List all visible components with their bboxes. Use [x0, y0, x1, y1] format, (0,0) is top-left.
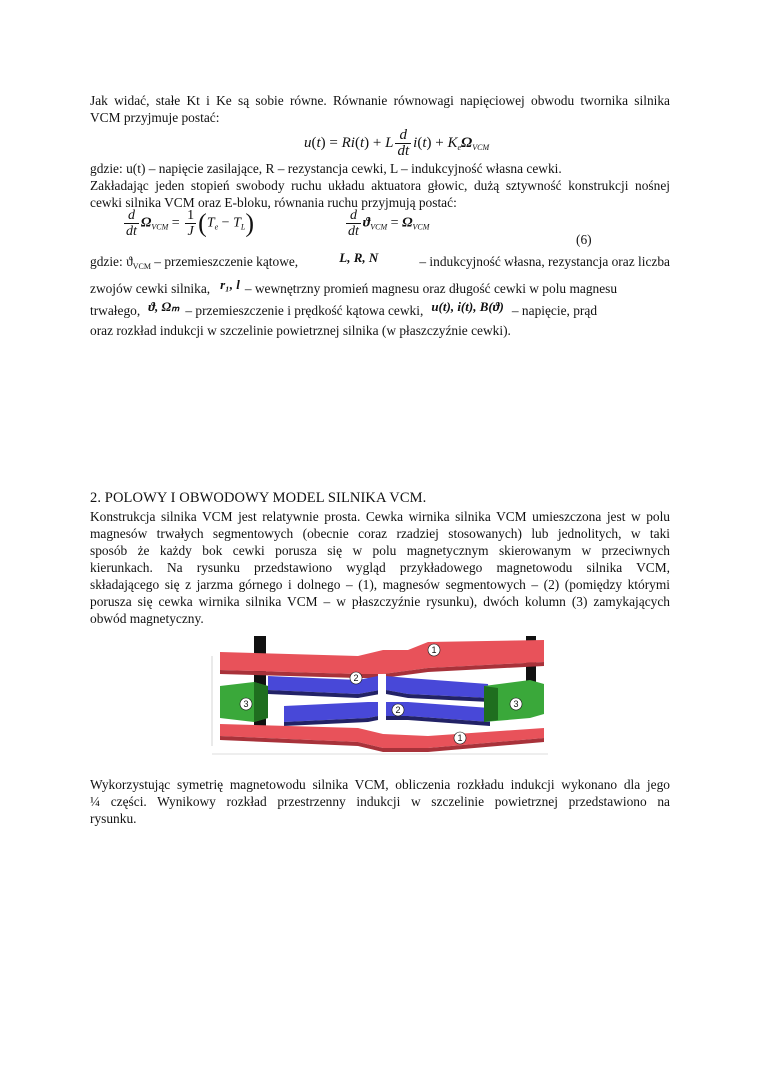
symbol-theta-omega: ϑ, Ωₘ — [148, 299, 180, 314]
magnetic-circuit-figure — [208, 636, 558, 758]
construction-line-6: porusza się cewka wirnika silnika VCM – w płaszczyźnie rysunku), dwóch kolumn (3) zamykających — [90, 594, 670, 609]
voltage-equation-text: u(t) = Ri(t) + L $\frac{d}{dt}$ $i(t) + K_e\Omega_{VCM}$ — [304, 127, 490, 159]
symmetry-line-2: ¼ części. Wynikowy rozkład przestrzenny indukcji w szczelinie powietrznej przedstawiono na — [90, 794, 670, 809]
voltage-equation — [304, 128, 489, 159]
label-yoke-top: 1 — [431, 645, 437, 655]
equation-number: (6) — [576, 232, 592, 247]
symbols-line-3: trwałego, ϑ, Ωₘ – przemieszczenie i prędkość kątowa cewki, u(t), i(t), B(ϑ) – napięcie, prąd — [90, 300, 670, 322]
construction-line-4: kierunkach. Na rysunku przedstawiono wygląd przykładowego magnetowodu silnika VCM, — [90, 560, 670, 575]
symbols-line-1: gdzie: $ϑ_{VCM}$ – przemieszczenie kątowe, L, R, N – indukcyjność własna, rezystancja oraz liczba — [90, 251, 670, 278]
section-heading: 2. POLOWY I OBWODOWY MODEL SILNIKA VCM. — [90, 490, 427, 506]
yoke-top — [220, 640, 544, 678]
paragraph-intro — [90, 92, 670, 126]
construction-line-5: składającego się z jarzma górnego i dolnego – (1), magnesów segmentowych – (2) (pomiędzy którymi — [90, 577, 670, 592]
intro-line-2: VCM przyjmuje postać: — [90, 110, 220, 125]
label-magnet-top: 2 — [353, 673, 359, 683]
construction-line-2: magnesów trwałych segmentowych (obecnie coraz rzadziej stosowanych) lub jednolitych, w taki — [90, 526, 670, 541]
label-magnet-bottom: 2 — [395, 705, 401, 715]
label-yoke-bottom: 1 — [457, 733, 463, 743]
symmetry-line-1: Wykorzystując symetrię magnetowodu silnika VCM, obliczenia rozkładu indukcji wykonano dla jego — [90, 777, 670, 792]
construction-line-7: obwód magnetyczny. — [90, 611, 204, 626]
label-column-left: 3 — [243, 699, 249, 709]
symmetry-line-3: rysunku. — [90, 811, 137, 826]
magnet-bottom — [284, 702, 490, 726]
motion-equation-1: $\frac{d}{dt}$ $\Omega_{VCM}$ = $\frac{1}{J}$ $(T_e - T_L)$ — [126, 208, 254, 239]
paragraph-symbols — [90, 251, 670, 339]
assumptions-line-1: gdzie: u(t) – napięcie zasilające, R – rezystancja cewki, L – indukcyjność własna cewki. — [90, 161, 562, 176]
symbols-line-4: oraz rozkład indukcji w szczelinie powietrznej silnika (w płaszczyźnie cewki). — [90, 323, 511, 338]
motion-equation-2: $\frac{d}{dt}$ $ϑ_{VCM} = \Omega_{VCM}$ — [348, 208, 430, 239]
paragraph-construction — [90, 508, 670, 627]
paragraph-assumptions — [90, 160, 670, 211]
assumptions-line-2: Zakładając jeden stopień swobody ruchu układu aktuatora głowic, dużą sztywność konstrukcji nośnej — [90, 178, 670, 193]
symbol-r1l: r₁, l — [220, 277, 240, 292]
assumptions-line-3: cewki silnika VCM oraz E-bloku, równania ruchu przyjmują postać: — [90, 195, 457, 210]
air-gap — [378, 674, 386, 724]
construction-line-3: sposób że każdy bok cewki porusza się w polu magnetycznym skierowanym w przeciwnych — [90, 543, 670, 558]
paragraph-symmetry — [90, 776, 670, 827]
label-column-right: 3 — [513, 699, 519, 709]
yoke-bottom — [220, 724, 544, 752]
symbol-lrn: L, R, N — [339, 250, 379, 265]
construction-line-1: Konstrukcja silnika VCM jest relatywnie prosta. Cewka wirnika silnika VCM umieszczona jest w polu — [90, 509, 670, 524]
symbol-uib: u(t), i(t), B(ϑ) — [431, 299, 504, 314]
symbols-line-2: zwojów cewki silnika, r₁, l – wewnętrzny promień magnesu oraz długość cewki w polu magnesu — [90, 278, 670, 300]
intro-line-1: Jak widać, stałe Kt i Ke są sobie równe. Równanie równowagi napięciowej obwodu twornika silnika — [90, 93, 670, 108]
